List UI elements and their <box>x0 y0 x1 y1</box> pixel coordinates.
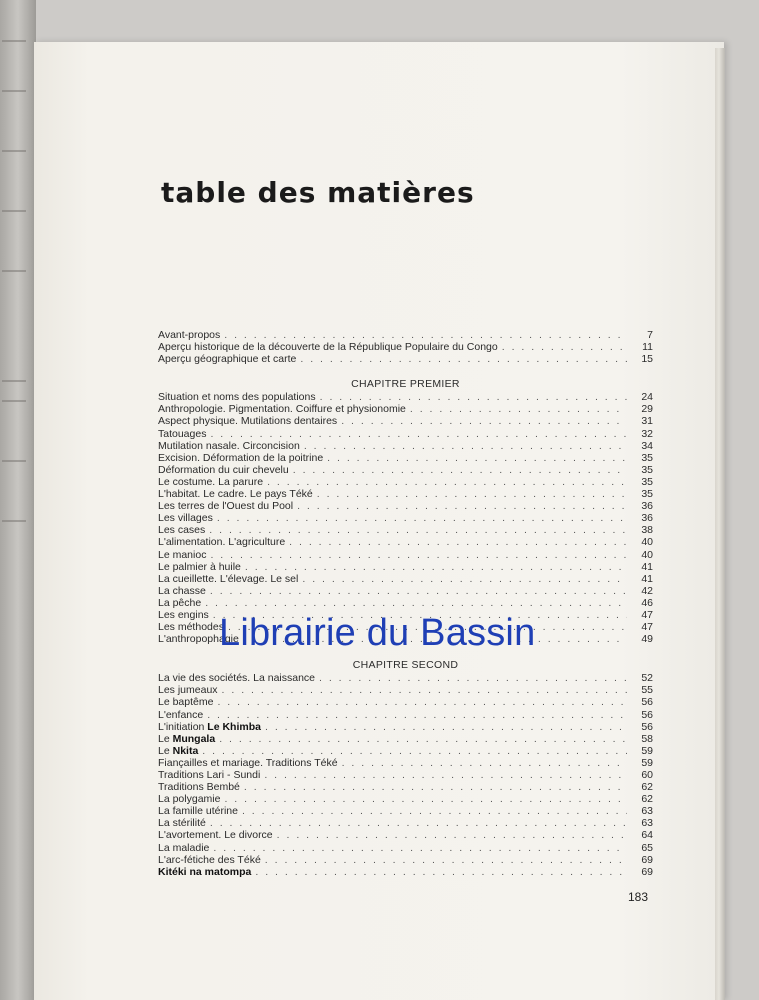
toc-entry-page: 36 <box>641 512 653 525</box>
toc-entry-page: 56 <box>641 696 653 709</box>
toc-entry-page: 60 <box>641 769 653 781</box>
dot-leader <box>304 440 627 452</box>
toc-entry-label: L'enfance <box>158 708 204 721</box>
toc-entry <box>158 403 653 415</box>
toc-entry-label: La vie des sociétés. La naissance <box>158 672 316 685</box>
toc-entry-label: Les cases <box>158 524 206 537</box>
toc-entry <box>158 733 653 745</box>
dot-leader <box>210 817 627 829</box>
toc-entry <box>158 842 653 854</box>
toc-entry-label-bold: Mungala <box>172 732 216 745</box>
toc-entry-label <box>158 733 215 745</box>
toc-entry <box>158 709 653 721</box>
adjacent-page-edge <box>0 0 36 1000</box>
dot-leader <box>300 353 627 365</box>
toc-entry-label: Mutilation nasale. Circoncision <box>158 439 300 452</box>
toc-entry-label: La maladie <box>158 841 210 854</box>
toc-entry-page: 32 <box>641 427 653 440</box>
toc-entry-label: L'arc-fétiche des Téké <box>158 853 261 866</box>
toc-entry-label: Aspect physique. Mutilations dentaires <box>158 415 338 428</box>
toc-entry-label: Traditions Bembé <box>158 781 240 794</box>
toc-entry-page: 24 <box>641 391 653 404</box>
toc-entry-label: Le baptême <box>158 696 214 709</box>
toc-entry <box>158 721 653 733</box>
toc-entry-page: 56 <box>641 708 653 721</box>
toc-entry-label-prefix: Le <box>158 732 173 745</box>
toc-entry <box>158 573 653 585</box>
page-number: 183 <box>628 890 649 904</box>
toc-entry-page: 55 <box>641 684 653 697</box>
dot-leader <box>410 403 627 415</box>
toc-entry <box>158 440 653 452</box>
dot-leader <box>210 549 627 561</box>
dot-leader <box>320 391 627 403</box>
toc-entry-label <box>158 745 198 757</box>
toc-entry-label-bold: Kitéki na matompa <box>158 865 252 878</box>
toc-entry-label: Le manioc <box>158 548 207 561</box>
toc-entry <box>158 452 653 464</box>
toc-entry-label: Les villages <box>158 512 213 525</box>
toc-entry <box>158 500 653 512</box>
toc-entry-label: L'habitat. Le cadre. Le pays Téké <box>158 488 313 501</box>
dot-leader <box>222 684 627 696</box>
toc-intro-section <box>158 329 653 365</box>
toc-entry-label: Traditions Lari - Sundi <box>158 769 261 781</box>
toc-entry-page: 34 <box>641 439 653 452</box>
dot-leader <box>264 769 627 781</box>
toc-entry-page: 62 <box>641 793 653 806</box>
toc-entry-page: 35 <box>641 463 653 476</box>
dot-leader <box>265 854 627 866</box>
page-stack-edge <box>715 48 725 1000</box>
toc-entry-page: 58 <box>641 732 653 745</box>
toc-entry-label: Aperçu historique de la découverte de la République Populaire du Congo <box>158 341 498 354</box>
toc-entry-label: La chasse <box>158 584 206 597</box>
toc-chapter-1 <box>158 377 653 645</box>
toc-entry-page: 35 <box>641 451 653 464</box>
dot-leader <box>219 733 627 745</box>
toc-entry-page: 41 <box>641 560 653 573</box>
dot-leader <box>502 341 627 353</box>
toc-entry-label: La cueillette. L'élevage. Le sel <box>158 572 299 585</box>
dot-leader <box>210 585 627 597</box>
toc-entry-label: Situation et noms des populations <box>158 391 316 404</box>
dot-leader <box>341 415 627 427</box>
toc-entry-page: 41 <box>641 572 653 585</box>
toc-entry-page: 36 <box>641 500 653 513</box>
toc-entry-page: 40 <box>641 548 653 561</box>
dot-leader <box>210 428 627 440</box>
dot-leader <box>317 488 627 500</box>
dot-leader <box>217 512 627 524</box>
toc-entry-page: 31 <box>641 415 653 428</box>
toc-entry-label: Les méthodes <box>158 621 224 634</box>
dot-leader <box>242 805 627 817</box>
dot-leader <box>302 573 627 585</box>
toc-entry-label: Les jumeaux <box>158 684 218 697</box>
toc-entry-label: L'alimentation. L'agriculture <box>158 536 286 549</box>
toc-entry <box>158 793 653 805</box>
toc-entry <box>158 353 653 365</box>
dot-leader <box>213 842 627 854</box>
toc-entry <box>158 428 653 440</box>
toc-entry <box>158 672 653 684</box>
dot-leader <box>205 597 627 609</box>
dot-leader <box>297 500 627 512</box>
page-title: table des matières <box>161 176 475 209</box>
chapter-heading: CHAPITRE SECOND <box>352 659 459 672</box>
toc-entry-label <box>158 721 261 733</box>
toc-entry-page: 56 <box>641 720 653 733</box>
toc-entry-page: 59 <box>641 756 653 769</box>
chapter-heading: CHAPITRE PREMIER <box>351 378 460 391</box>
toc-entry <box>158 745 653 757</box>
toc-entry <box>158 781 653 793</box>
toc-entry-label <box>158 866 251 878</box>
dot-leader <box>293 464 627 476</box>
toc-chapter-2 <box>158 658 653 878</box>
toc-entry-page: 35 <box>641 488 653 501</box>
dot-leader <box>255 866 627 878</box>
toc-entry-label: Anthropologie. Pigmentation. Coiffure et physionomie <box>158 403 406 416</box>
toc-entry-label-bold: Nkita <box>172 744 199 757</box>
toc-entry <box>158 512 653 524</box>
watermark: Librairie du Bassin <box>219 612 536 654</box>
toc-entry-label-bold: Le Khimba <box>207 720 261 733</box>
toc-entry-page: 59 <box>641 744 653 757</box>
toc-entry-page: 47 <box>641 608 653 621</box>
toc-entry-label: L'avortement. Le divorce <box>158 829 273 842</box>
dot-leader <box>245 561 627 573</box>
toc-entry <box>158 769 653 781</box>
toc-entry-label: Avant-propos <box>158 329 221 341</box>
toc-entry-page: 11 <box>642 341 653 354</box>
toc-entry-label: Les terres de l'Ouest du Pool <box>158 500 294 513</box>
toc-entry-label-prefix: Le <box>158 744 173 757</box>
dot-leader <box>224 329 627 341</box>
toc-entry-page: 62 <box>641 781 653 794</box>
toc-entry-label: Tatouages <box>158 427 207 440</box>
toc-entry-label: Excision. Déformation de la poitrine <box>158 451 324 464</box>
toc-entry-label: La famille utérine <box>158 805 238 818</box>
toc-entry <box>158 829 653 841</box>
dot-leader <box>265 721 627 733</box>
toc-entry <box>158 476 653 488</box>
dot-leader <box>267 476 627 488</box>
toc-entry-page: 42 <box>641 584 653 597</box>
toc-entry <box>158 549 653 561</box>
toc-entry-label-prefix: L'initiation <box>158 720 208 733</box>
toc-entry <box>158 757 653 769</box>
toc-entry <box>158 585 653 597</box>
toc-chapter-2-entries <box>158 672 653 878</box>
toc-entry-page: 15 <box>641 353 653 366</box>
toc-entry-label: La polygamie <box>158 793 221 806</box>
toc-entry-label: La pêche <box>158 596 202 609</box>
toc-entry <box>158 561 653 573</box>
toc-entry <box>158 415 653 427</box>
toc-entry-page: 65 <box>641 841 653 854</box>
toc-entry-page: 38 <box>641 524 653 537</box>
toc-entry-page: 47 <box>641 621 653 634</box>
toc-entry-page: 46 <box>641 596 653 609</box>
toc-entry-page: 40 <box>641 536 653 549</box>
dot-leader <box>277 829 627 841</box>
dot-leader <box>224 793 627 805</box>
toc-entry-page: 52 <box>641 672 653 685</box>
toc-entry-label: Le palmier à huile <box>158 560 241 573</box>
toc-entry-page: 69 <box>641 853 653 866</box>
toc-entry-label: Aperçu géographique et carte <box>158 353 297 366</box>
dot-leader <box>209 524 627 536</box>
dot-leader <box>319 672 627 684</box>
table-of-contents <box>158 329 653 878</box>
toc-entry-label: Déformation du cuir chevelu <box>158 463 289 476</box>
dot-leader <box>217 696 627 708</box>
toc-entry <box>158 329 653 341</box>
dot-leader <box>289 536 627 548</box>
toc-entry <box>158 341 653 353</box>
toc-entry-label: La stérilité <box>158 817 206 830</box>
toc-entry-page: 64 <box>641 829 653 842</box>
dot-leader <box>202 745 627 757</box>
toc-entry-page: 29 <box>641 403 653 416</box>
toc-entry <box>158 866 653 878</box>
toc-entry-label: Le costume. La parure <box>158 475 264 488</box>
dot-leader <box>327 452 627 464</box>
toc-entry <box>158 696 653 708</box>
toc-entry-label: Fiançailles et mariage. Traditions Téké <box>158 756 338 769</box>
toc-entry-page: 49 <box>641 633 653 646</box>
toc-entry <box>158 488 653 500</box>
toc-entry-page: 69 <box>641 865 653 878</box>
toc-entry <box>158 854 653 866</box>
dot-leader <box>342 757 627 769</box>
toc-entry <box>158 524 653 536</box>
toc-entry-label: Les engins <box>158 608 209 621</box>
toc-chapter-1-entries <box>158 391 653 645</box>
toc-entry <box>158 805 653 817</box>
toc-entry <box>158 464 653 476</box>
dot-leader <box>244 781 627 793</box>
toc-entry <box>158 536 653 548</box>
toc-entry <box>158 391 653 403</box>
toc-entry <box>158 817 653 829</box>
toc-entry-page: 63 <box>641 805 653 818</box>
toc-entry-page: 63 <box>641 817 653 830</box>
toc-entry-label: L'anthropophagie <box>158 633 239 646</box>
dot-leader <box>207 709 627 721</box>
toc-entry <box>158 597 653 609</box>
toc-entry-page: 7 <box>647 329 653 341</box>
toc-entry <box>158 684 653 696</box>
toc-entry-page: 35 <box>641 475 653 488</box>
